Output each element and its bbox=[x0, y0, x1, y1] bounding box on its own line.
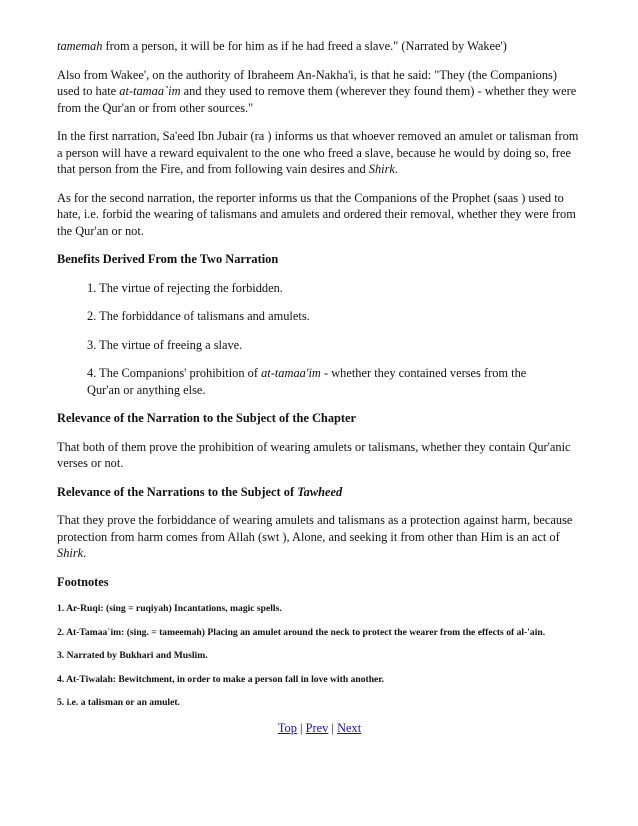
paragraph-second-narration: As for the second narration, the reporter informs us that the Companions of the Prophet (saas ) used to hate, i.e. forbid the wearing of talismans and amulets and ordered their removal, whether they were from the Qur'an or not. bbox=[57, 190, 576, 238]
next-link[interactable]: Next bbox=[337, 720, 362, 735]
document-body bbox=[57, 38, 582, 736]
term-at-tamaaim: at-tamaa`im bbox=[119, 84, 181, 98]
benefit-item-1: 1. The virtue of rejecting the forbidden. bbox=[87, 280, 283, 295]
benefit-item-3: 3. The virtue of freeing a slave. bbox=[87, 337, 243, 352]
footnote-1: 1. Ar-Ruqi: (sing = ruqiyah) Incantations, magic spells. bbox=[57, 603, 282, 614]
footnote-3: 3. Narrated by Bukhari and Muslim. bbox=[57, 650, 208, 661]
term-shirk: Shirk bbox=[368, 162, 395, 176]
heading-relevance-tawheed: Relevance of the Narrations to the Subject of Tawheed bbox=[57, 484, 343, 499]
top-link[interactable]: Top bbox=[277, 720, 297, 735]
term-tawheed: Tawheed bbox=[297, 484, 343, 499]
footnote-4: 4. At-Tiwalah: Bewitchment, in order to make a person fall in love with another. bbox=[57, 673, 385, 685]
footnote-5: 5. i.e. a talisman or an amulet. bbox=[57, 697, 180, 708]
benefit-item-4: 4. The Companions' prohibition of at-tamaa'im - whether they contained verses from the Qur'an or anything else. bbox=[87, 366, 527, 397]
paragraph-narration-2: Also from Wakee', on the authority of Ibraheem An-Nakha'i, is that he said: "They (the Companions) used to hate at-tamaa`im and they used to remove them (wherever they found them) - whether they were from the Qur'an or from other sources." bbox=[57, 67, 577, 115]
heading-footnotes: Footnotes bbox=[57, 574, 109, 589]
heading-relevance-chapter: Relevance of the Narration to the Subject of the Chapter bbox=[57, 411, 357, 425]
paragraph-relevance-chapter: That both of them prove the prohibition of wearing amulets or talismans, whether they contain Qur'anic verses or not. bbox=[57, 439, 571, 470]
nav-separator: | bbox=[300, 720, 303, 735]
page-navigation bbox=[57, 720, 582, 737]
paragraph-relevance-tawheed: That they prove the forbiddance of wearing amulets and talismans as a protection against harm, because protection from harm comes from Allah (swt ), Alone, and seeking it from other than Him is an act of Shirk. bbox=[57, 513, 573, 560]
heading-benefits: Benefits Derived From the Two Narration bbox=[57, 252, 279, 266]
term-tamemah: tamemah bbox=[57, 39, 103, 53]
paragraph-narration-1: tamemah from a person, it will be for him as if he had freed a slave." (Narrated by Wakee') bbox=[57, 39, 507, 53]
prev-link[interactable]: Prev bbox=[305, 720, 329, 735]
term-at-tamaaim-2: at-tamaa'im bbox=[261, 366, 321, 380]
benefit-item-2: 2. The forbiddance of talismans and amulets. bbox=[87, 309, 310, 323]
term-shirk-2: Shirk bbox=[57, 546, 84, 560]
footnote-2: 2. At-Tamaa`im: (sing. = tameemah) Placing an amulet around the neck to protect the wearer from the effects of al-'ain. bbox=[57, 626, 546, 638]
nav-separator: | bbox=[331, 720, 334, 735]
paragraph-first-narration: In the first narration, Sa'eed Ibn Jubair (ra ) informs us that whoever removed an amulet or talisman from a person will have a reward equivalent to the one who freed a slave, because he would by doing so, free that person from the Fire, and from following vain desires and Shirk. bbox=[57, 129, 579, 176]
benefits-list bbox=[87, 280, 582, 399]
